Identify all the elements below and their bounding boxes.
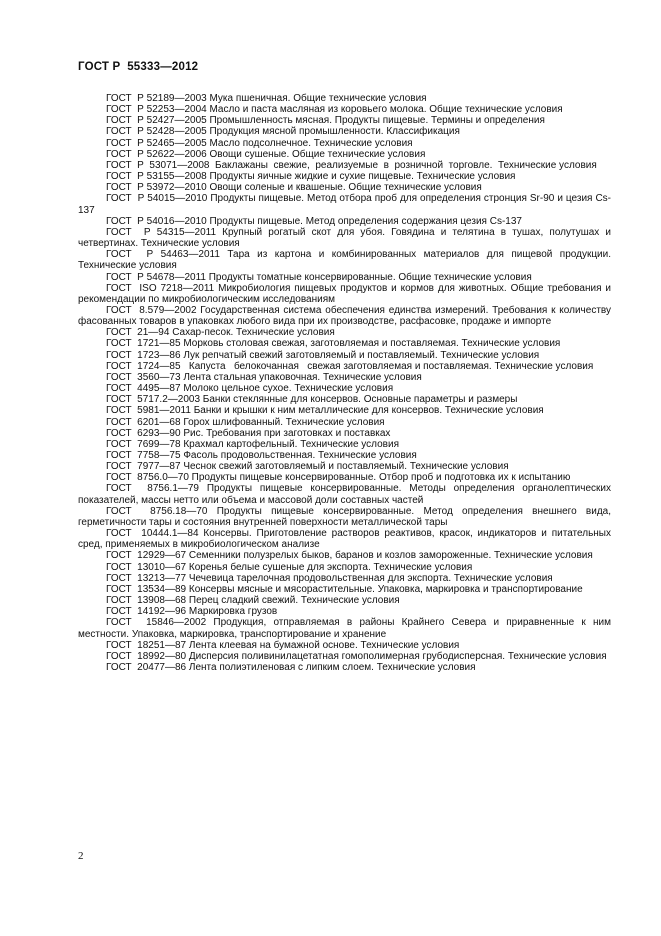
reference-entry: ГОСТ 8756.0—70 Продукты пищевые консервированные. Отбор проб и подготовка их к испытанию bbox=[106, 472, 571, 484]
reference-entry: ГОСТ 5717.2—2003 Банки стеклянные для консервов. Основные параметры и размеры bbox=[106, 394, 518, 406]
reference-entry: ГОСТ Р 54315—2011 Крупный рогатый скот для убоя. Говядина и телятина в тушах, полутушах и четвертинах. Технические условия bbox=[78, 226, 614, 250]
reference-entry: ГОСТ 1723—86 Лук репчатый свежий заготовляемый и поставляемый. Технические условия bbox=[106, 349, 540, 361]
reference-entry: ГОСТ 20477—86 Лента полиэтиленовая с липким слоем. Технические условия bbox=[106, 661, 476, 673]
reference-entry: ГОСТ 21—94 Сахар-песок. Технические условия bbox=[106, 327, 335, 339]
reference-entry: ГОСТ Р 54678—2011 Продукты томатные консервированные. Общие технические условия bbox=[106, 271, 532, 283]
reference-entry: ГОСТ 15846—2002 Продукция, отправляемая в районы Крайнего Севера и приравненные к ним местности. Упаковка, маркировка, транспортирование и хранение bbox=[78, 617, 614, 640]
reference-entry: ГОСТ 1724—85 Капуста белокочанная свежая заготовляемая и поставляемая. Технические условия bbox=[106, 360, 594, 372]
reference-entry: ГОСТ 12929—67 Семенники полузрелых быков, баранов и козлов замороженные. Технические условия bbox=[106, 550, 593, 562]
reference-entry: ГОСТ 13908—68 Перец сладкий свежий. Технические условия bbox=[106, 595, 400, 607]
reference-entry: ГОСТ 7699—78 Крахмал картофельный. Технические условия bbox=[106, 438, 399, 450]
reference-entry: ГОСТ Р 52253—2004 Масло и паста масляная из коровьего молока. Общие технические условия bbox=[106, 104, 563, 116]
reference-entry: ГОСТ Р 53155—2008 Продукты яичные жидкие и сухие пищевые. Технические условия bbox=[106, 171, 516, 183]
reference-entry: ГОСТ 14192—96 Маркировка грузов bbox=[106, 606, 278, 618]
reference-entry: ГОСТ 13534—89 Консервы мясные и мясорастительные. Упаковка, маркировка и транспортирование bbox=[106, 583, 583, 595]
reference-entry: ГОСТ 8.579—2002 Государственная система обеспечения единства измерений. Требования к количеству фасованных товаров в упаковках любого вида при их производстве, расфасовке, продаже и импорте bbox=[78, 304, 614, 328]
reference-entry: ГОСТ 18251—87 Лента клеевая на бумажной основе. Технические условия bbox=[106, 639, 460, 651]
reference-entry: ГОСТ 10444.1—84 Консервы. Приготовление растворов реактивов, красок, индикаторов и питательных сред, применяемых в микробиологическом анализе bbox=[78, 528, 614, 551]
reference-entry: ГОСТ Р 52622—2006 Овощи сушеные. Общие технические условия bbox=[106, 148, 426, 160]
reference-entry: ГОСТ 8756.1—79 Продукты пищевые консервированные. Методы определения органолептических показателей, массы нетто или объема и массовой доли составных частей bbox=[78, 483, 614, 506]
reference-entry: ГОСТ Р 54463—2011 Тара из картона и комбинированных материалов для пищевой продукции. Технические условия bbox=[78, 249, 614, 272]
reference-entry: ГОСТ 4495—87 Молоко цельное сухое. Технические условия bbox=[106, 383, 394, 395]
reference-entry: ГОСТ Р 52428—2005 Продукция мясной промышленности. Классификация bbox=[106, 126, 460, 138]
reference-entry: ГОСТ 13010—67 Коренья белые сушеные для экспорта. Технические условия bbox=[106, 561, 473, 573]
reference-entry: ГОСТ 8756.18—70 Продукты пищевые консервированные. Метод определения внешнего вида, герметичности тары и состояния внутренней поверхности металлической тары bbox=[78, 505, 614, 528]
reference-entry: ГОСТ Р 54016—2010 Продукты пищевые. Метод определения содержания цезия Cs-137 bbox=[106, 215, 522, 227]
reference-entry: ГОСТ 6201—68 Горох шлифованный. Технические условия bbox=[106, 416, 385, 428]
reference-entry: ГОСТ Р 53071—2008 Баклажаны свежие, реализуемые в розничной торговле. Технические условия bbox=[106, 159, 597, 171]
reference-entry: ГОСТ 7758—75 Фасоль продовольственная. Технические условия bbox=[106, 450, 417, 461]
reference-entry: ГОСТ ISO 7218—2011 Микробиология пищевых продуктов и кормов для животных. Общие требования и рекомендации по микробиологическим исследованиям bbox=[78, 282, 614, 305]
page-number: 2 bbox=[78, 850, 84, 862]
reference-entry: ГОСТ 6293—90 Рис. Требования при заготовках и поставках bbox=[106, 427, 391, 439]
reference-entry: ГОСТ Р 53972—2010 Овощи соленые и квашеные. Общие технические условия bbox=[106, 182, 482, 194]
standard-designation-header: ГОСТ Р 55333—2012 bbox=[78, 61, 199, 73]
reference-entry: ГОСТ 5981—2011 Банки и крышки к ним металлические для консервов. Технические условия bbox=[106, 405, 544, 417]
reference-entry: ГОСТ Р 54015—2010 Продукты пищевые. Метод отбора проб для определения стронция Sr-90 и цезия Cs-137 bbox=[78, 193, 611, 216]
reference-entry: ГОСТ 18992—80 Дисперсия поливинилацетатная гомополимерная грубодисперсная. Технические условия bbox=[106, 650, 607, 662]
reference-entry: ГОСТ Р 52427—2005 Промышленность мясная. Продукты пищевые. Термины и определения bbox=[106, 115, 545, 127]
reference-entry: ГОСТ Р 52465—2005 Масло подсолнечное. Технические условия bbox=[106, 137, 413, 149]
reference-entry: ГОСТ Р 52189—2003 Мука пшеничная. Общие технические условия bbox=[106, 93, 427, 104]
reference-entry: ГОСТ 1721—85 Морковь столовая свежая, заготовляемая и поставляемая. Технические условия bbox=[106, 338, 561, 350]
reference-entry: ГОСТ 13213—77 Чечевица тарелочная продовольственная для экспорта. Технические условия bbox=[106, 572, 553, 584]
normative-references-list bbox=[78, 93, 614, 673]
reference-entry: ГОСТ 7977—87 Чеснок свежий заготовляемый и поставляемый. Технические условия bbox=[106, 461, 509, 473]
reference-entry: ГОСТ 3560—73 Лента стальная упаковочная. Технические условия bbox=[106, 371, 422, 383]
